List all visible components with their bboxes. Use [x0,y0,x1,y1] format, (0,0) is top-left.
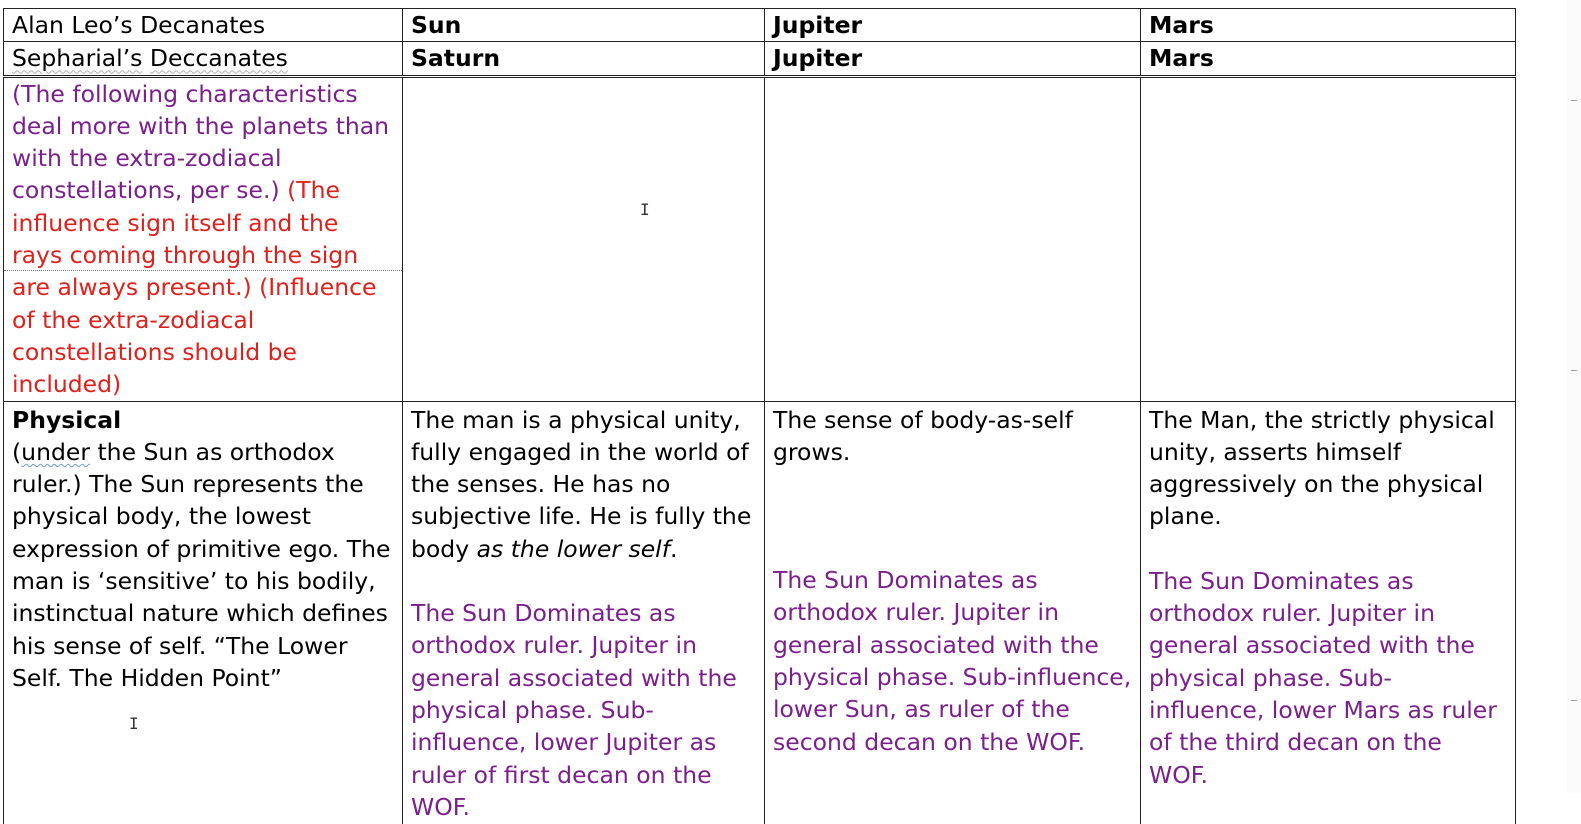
physical-col3-cell[interactable] [1141,401,1516,824]
physical-col1-main-text: The man is a physical unity, fully engaged in the world of the senses. He has no subjective life. He is fully the body [411,405,752,563]
physical-intro [12,436,394,694]
alan-leo-col3-cell[interactable] [1141,9,1516,42]
row-sepharial [4,42,1516,76]
physical-col1-cell[interactable] [403,401,765,824]
alan-leo-col2: Jupiter [773,11,863,39]
sepharial-label-part2: Deccanates [149,44,288,73]
text-cursor-icon: I [129,714,139,733]
sepharial-col1: Saturn [411,44,501,73]
note-empty-cell-1[interactable] [403,76,765,401]
sepharial-col1-cell[interactable] [403,42,765,76]
physical-intro-under: under [21,437,90,466]
sepharial-col2: Jupiter [773,44,863,73]
row-physical [4,401,1516,824]
physical-intro-rest: the Sun as orthodox ruler.) The Sun represents the physical body, the lowest expression of primitive ego. The man is ‘sensitive’ to his bodily, instinctual nature which defines his sense of self. “The Lower Self. The Hidden Point” [12,437,391,692]
physical-intro-open: ( [12,437,22,466]
alan-leo-col2-cell[interactable] [765,9,1141,42]
sepharial-col3: Mars [1149,44,1214,73]
physical-col3-purple: The Sun Dominates as orthodox ruler. Jupiter in general associated with the physical phase. Sub-influence, lower Mars as ruler of the third decan on the WOF. [1149,566,1497,789]
dotted-divider [4,270,402,271]
note-empty-cell-3[interactable] [1141,76,1516,401]
note-empty-cell-2[interactable] [765,76,1141,401]
decanates-table [3,8,1516,824]
paragraph-gap [773,468,1132,564]
note-purple-text: (The following characteristics deal more with the planets than with the extra-zodiacal constellations, per se.) [12,79,390,205]
row-alan-leo [4,9,1516,42]
physical-label-cell[interactable] [4,401,403,824]
physical-col2-main: The sense of body-as-self grows. [773,405,1073,466]
note-red-text: (The influence sign itself and the rays coming through the sign are always present.) (Influence of the extra-zodiacal constellations should be included) [12,176,377,399]
sepharial-label-cell[interactable] [4,42,403,76]
physical-col1-main-end: . [669,534,678,563]
text-cursor-icon: I [640,200,650,219]
note-cell[interactable] [4,76,403,401]
physical-col1-main-italic: as the lower self [476,534,670,563]
paragraph-gap [1149,533,1507,565]
sepharial-col2-cell[interactable] [765,42,1141,76]
row-note [4,76,1516,401]
physical-col3-main: The Man, the strictly physical unity, asserts himself aggressively on the physical plane. [1149,405,1495,531]
alan-leo-col1: Sun [411,11,462,39]
sepharial-label-part1: Sepharial’s [12,44,143,73]
paragraph-gap [411,565,756,597]
physical-col2-cell[interactable] [765,401,1141,824]
sepharial-col3-cell[interactable] [1141,42,1516,76]
physical-heading: Physical [12,405,122,434]
physical-col1-purple: The Sun Dominates as orthodox ruler. Jupiter in general associated with the physical phase. Sub-influence, lower Jupiter as ruler of first decan on the WOF. [411,599,737,821]
alan-leo-col1-cell[interactable] [403,9,765,42]
ruler-mark [1571,370,1577,371]
ruler-mark [1571,100,1577,101]
alan-leo-label-cell[interactable] [4,9,403,42]
window-right-edge [1567,0,1581,793]
physical-col2-purple: The Sun Dominates as orthodox ruler. Jupiter in general associated with the physical phase. Sub-influence, lower Sun, as ruler of the second decan on the WOF. [773,566,1132,756]
alan-leo-label: Alan Leo’s Decanates [12,11,266,39]
physical-col1-main [411,404,756,565]
ruler-mark [1571,700,1577,701]
alan-leo-col3: Mars [1149,11,1214,39]
